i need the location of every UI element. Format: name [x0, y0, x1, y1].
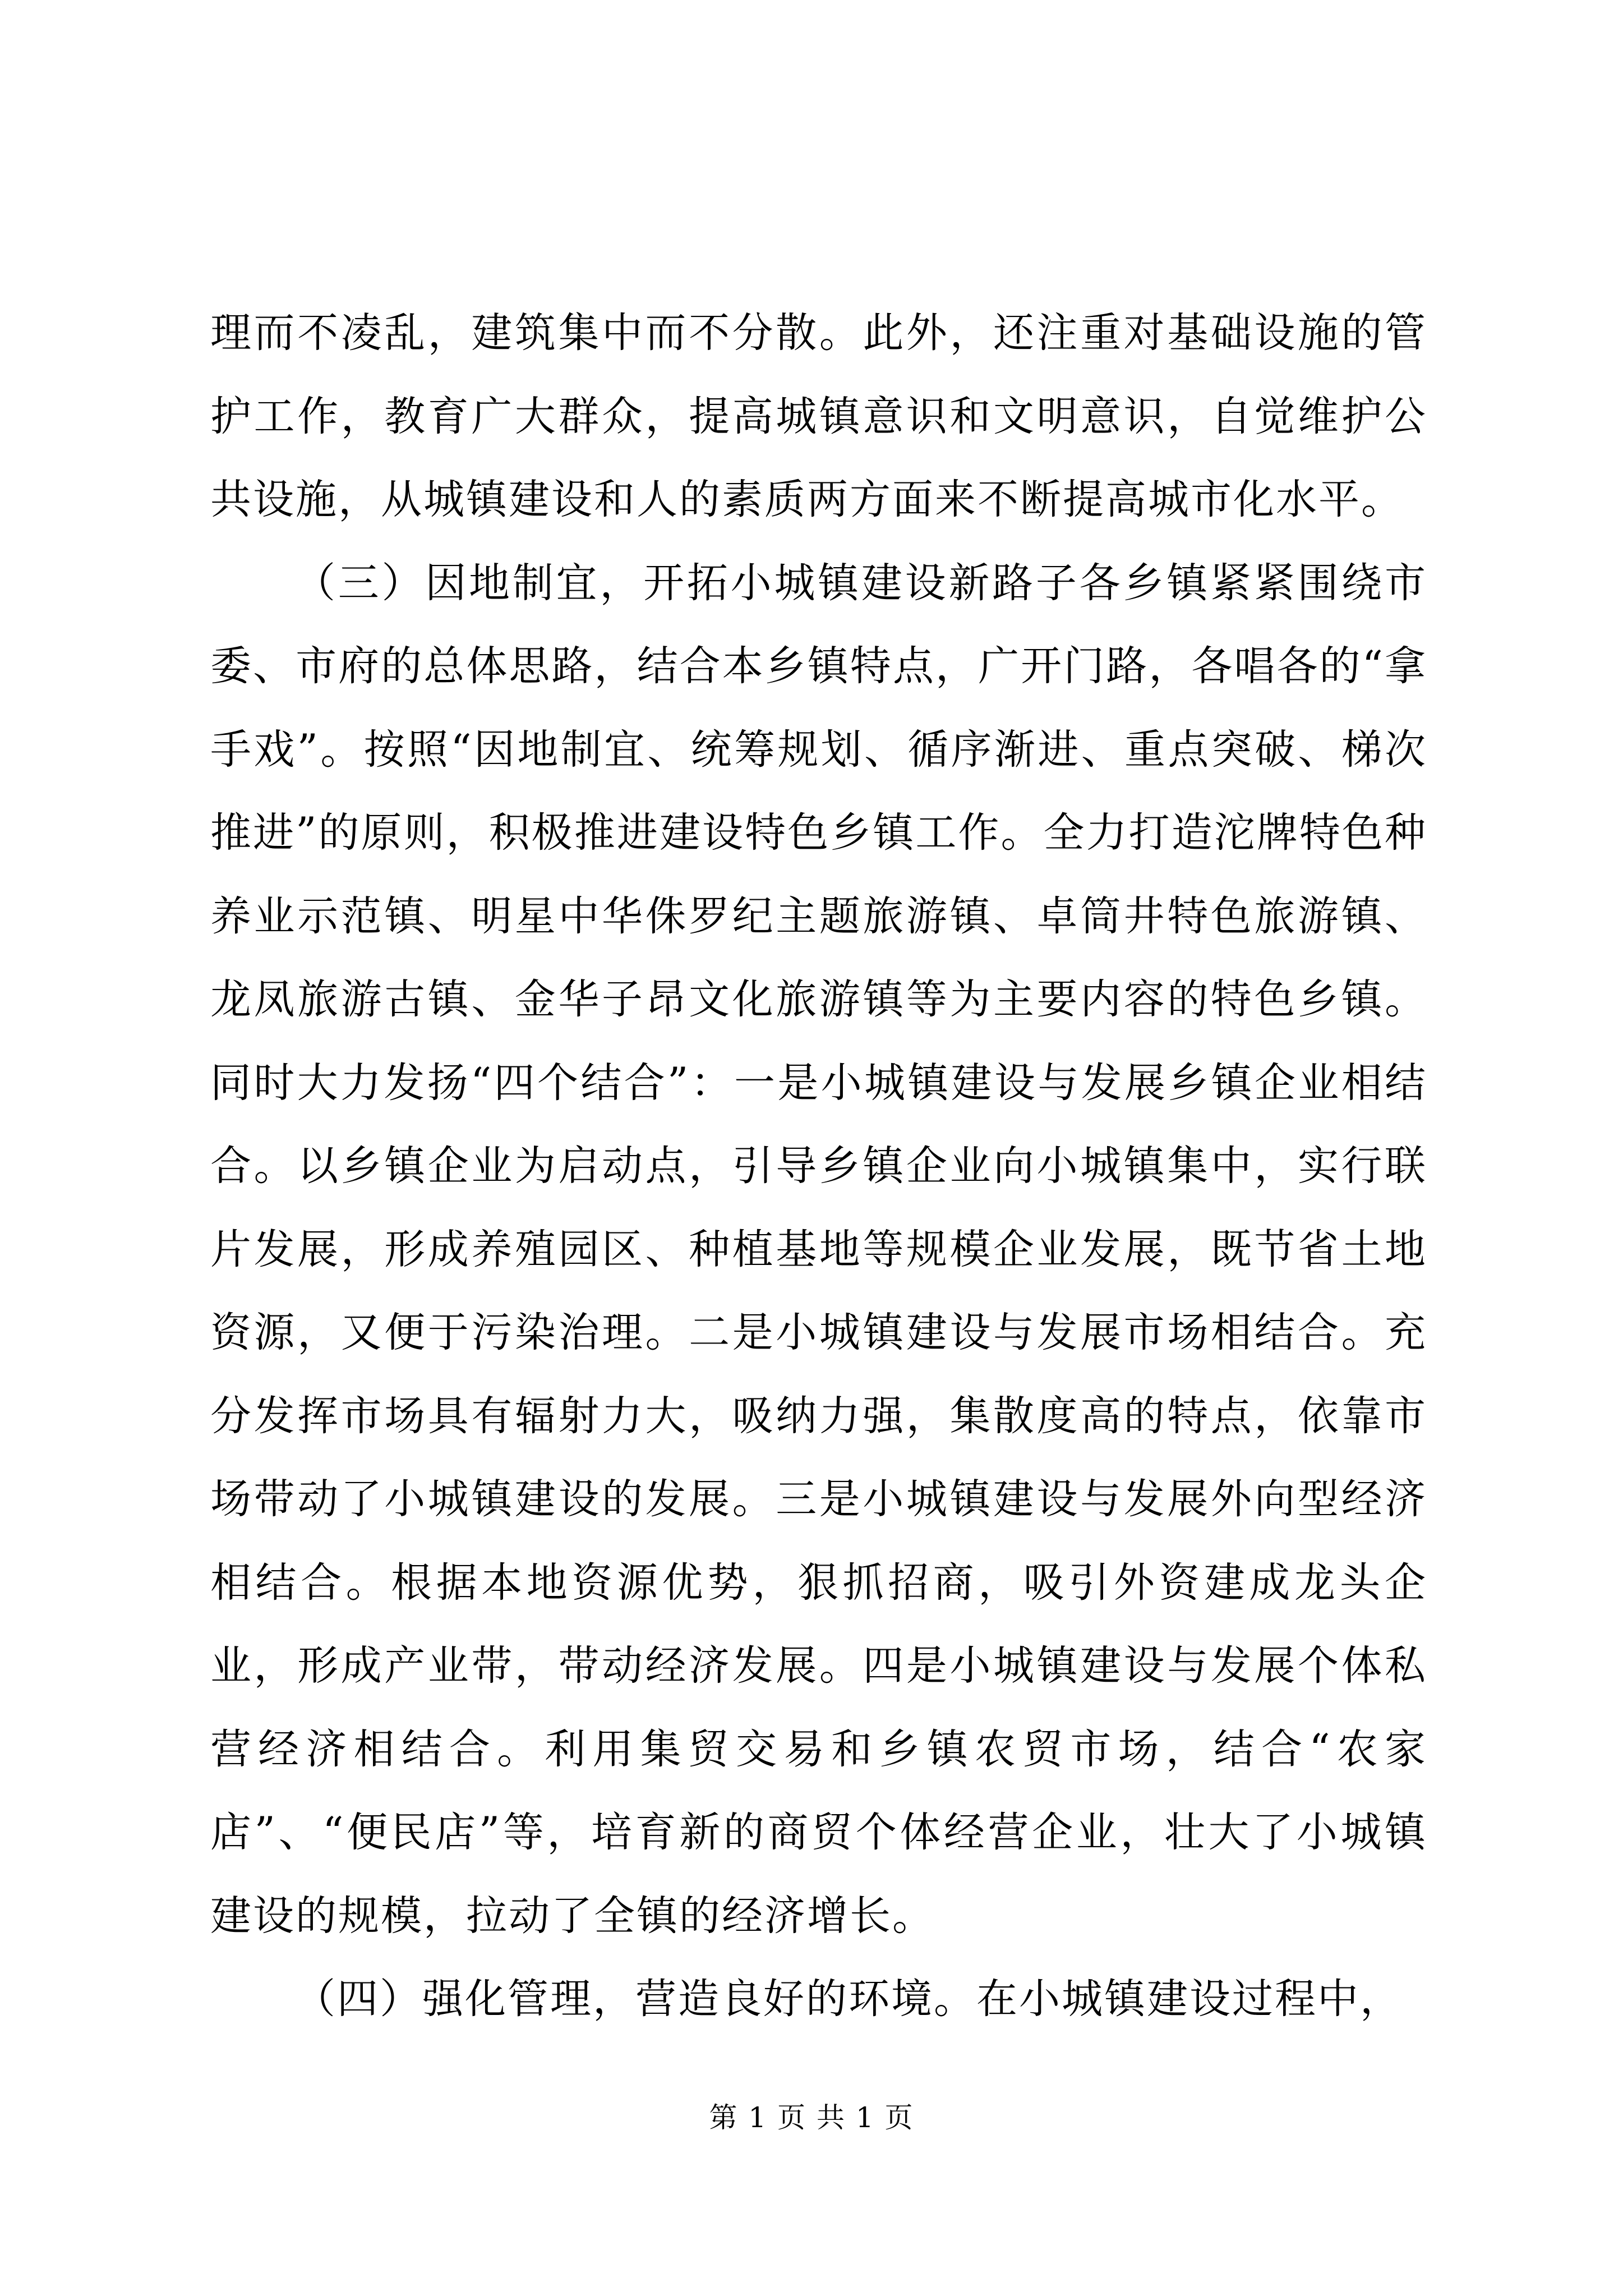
paragraph-section-3: （三）因地制宜，开拓小城镇建设新路子各乡镇紧紧围绕市委、市府的总体思路，结合本乡镇特点，广开门路，各唱各的“拿手戏”。按照“因地制宜、统筹规划、循序渐进、重点突破、梯次推进”的原则，积极推进建设特色乡镇工作。全力打造沱牌特色种养业示范镇、明星中华侏罗纪主题旅游镇、卓筒井特色旅游镇、龙凤旅游古镇、金华子昂文化旅游镇等为主要内容的特色乡镇。同时大力发扬“四个结合”：一是小城镇建设与发展乡镇企业相结合。以乡镇企业为启动点，引导乡镇企业向小城镇集中，实行联片发展，形成养殖园区、种植基地等规模企业发展，既节省土地资源，又便于污染治理。二是小城镇建设与发展市场相结合。充分发挥市场具有辐射力大，吸纳力强，集散度高的特点，依靠市场带动了小城镇建设的发展。三是小城镇建设与发展外向型经济相结合。根据本地资源优势，狠抓招商，吸引外资建成龙头企业，形成产业带，带动经济发展。四是小城镇建设与发展个体私营经济相结合。利用集贸交易和乡镇农贸市场，结合“农家店”、“便民店”等，培育新的商贸个体经营企业，壮大了小城镇建设的规模，拉动了全镇的经济增长。 [210, 559, 1427, 1940]
paragraph-section-4: （四）强化管理，营造良好的环境。在小城镇建设过程中， [294, 1975, 1403, 2023]
document-body [210, 292, 1427, 2041]
paragraph-continuation: 理而不凌乱，建筑集中而不分散。此外，还注重对基础设施的管护工作，教育广大群众，提高城镇意识和文明意识，自觉维护公共设施，从城镇建设和人的素质两方面来不断提高城市化水平。 [210, 309, 1427, 523]
page-number-footer: 第 1 页 共 1 页 [709, 2101, 914, 2134]
